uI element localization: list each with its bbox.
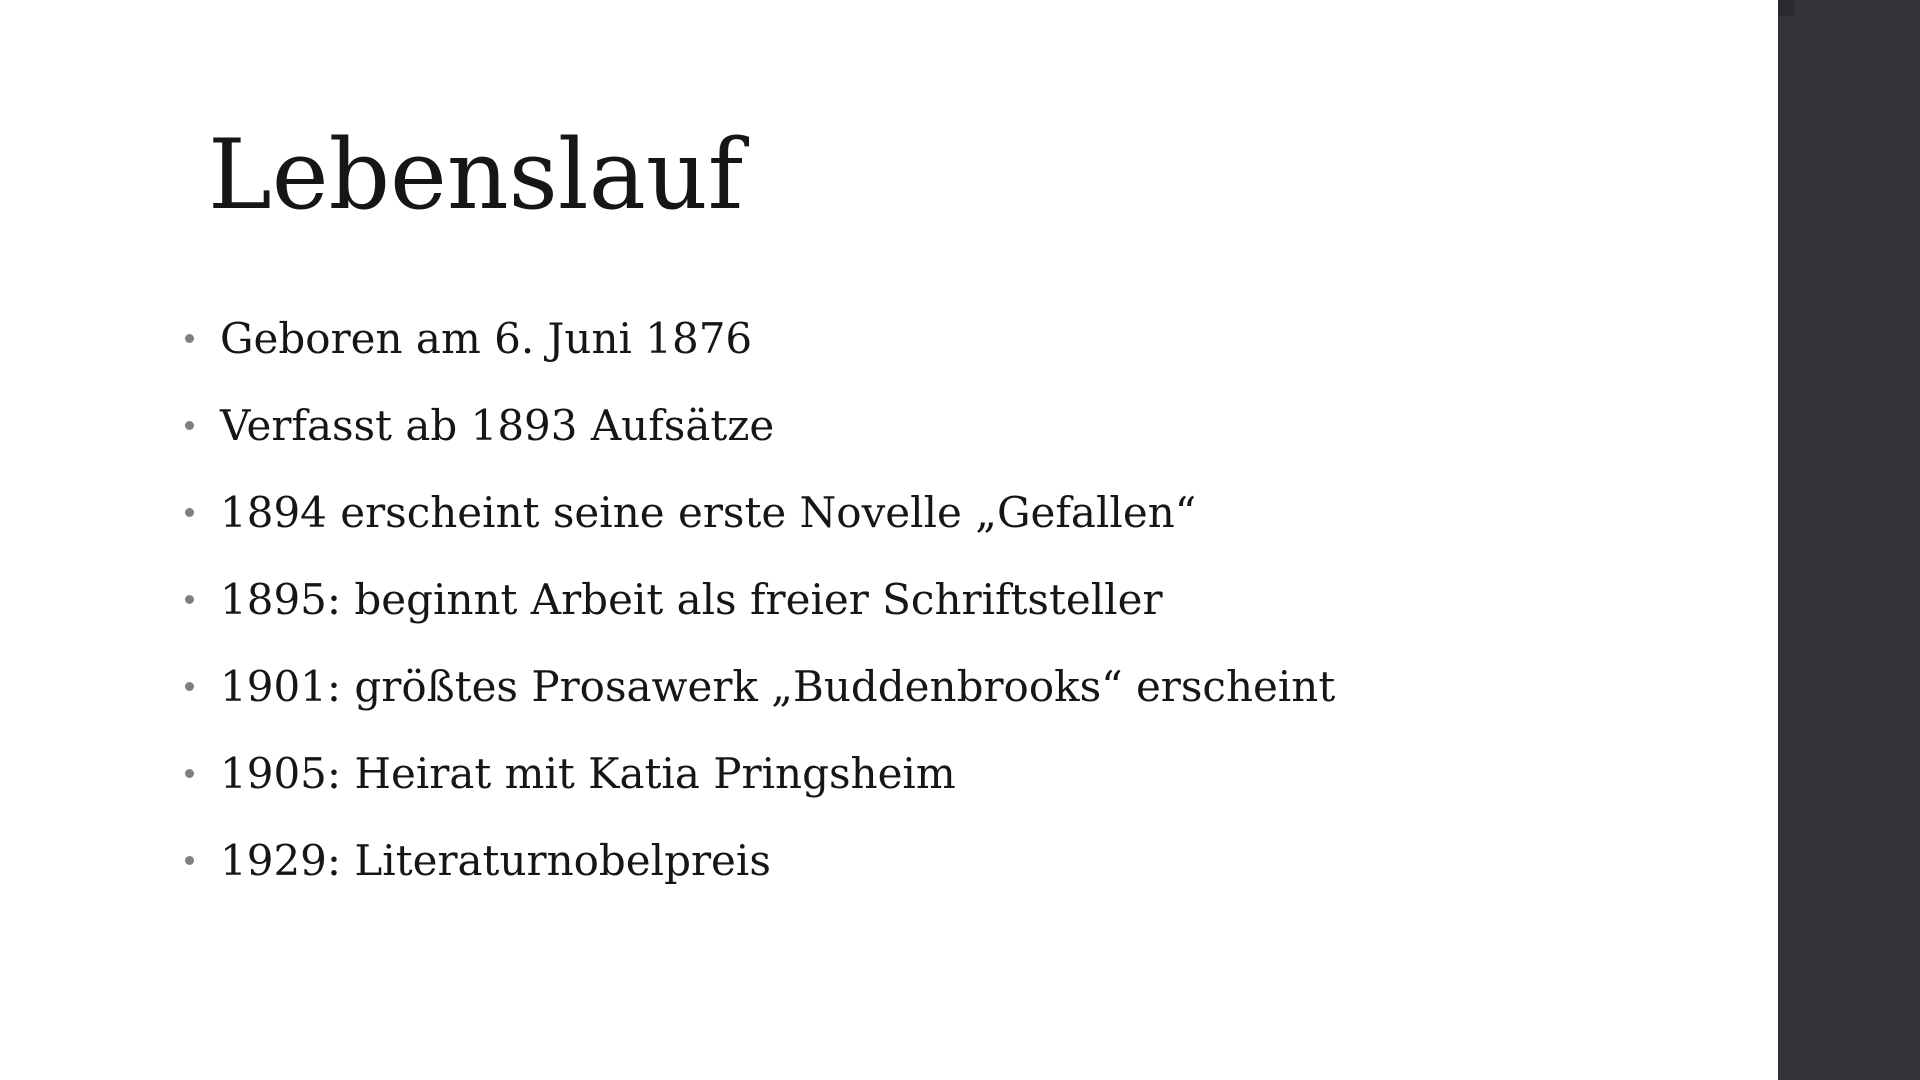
bullet-text: Verfasst ab 1893 Aufsätze [220, 401, 775, 450]
bullet-list [185, 295, 1335, 904]
bullet-text: 1905: Heirat mit Katia Pringsheim [220, 749, 956, 798]
list-item [185, 643, 1335, 730]
panel-corner-shade [1778, 0, 1794, 16]
bullet-dot-icon [185, 682, 194, 691]
slide-title: Lebenslauf [208, 119, 744, 231]
bullet-dot-icon [185, 334, 194, 343]
list-item [185, 382, 1335, 469]
bullet-text: Geboren am 6. Juni 1876 [220, 314, 753, 363]
list-item [185, 730, 1335, 817]
bullet-text: 1929: Literaturnobelpreis [220, 836, 771, 885]
bullet-dot-icon [185, 769, 194, 778]
bullet-text: 1901: größtes Prosawerk „Buddenbrooks“ erscheint [220, 662, 1336, 711]
list-item [185, 469, 1335, 556]
list-item [185, 556, 1335, 643]
bullet-dot-icon [185, 856, 194, 865]
list-item [185, 817, 1335, 904]
list-item [185, 295, 1335, 382]
bullet-text: 1894 erscheint seine erste Novelle „Gefallen“ [220, 488, 1197, 537]
bullet-dot-icon [185, 421, 194, 430]
right-panel [1778, 0, 1920, 1080]
bullet-dot-icon [185, 508, 194, 517]
bullet-text: 1895: beginnt Arbeit als freier Schriftsteller [220, 575, 1163, 624]
bullet-dot-icon [185, 595, 194, 604]
